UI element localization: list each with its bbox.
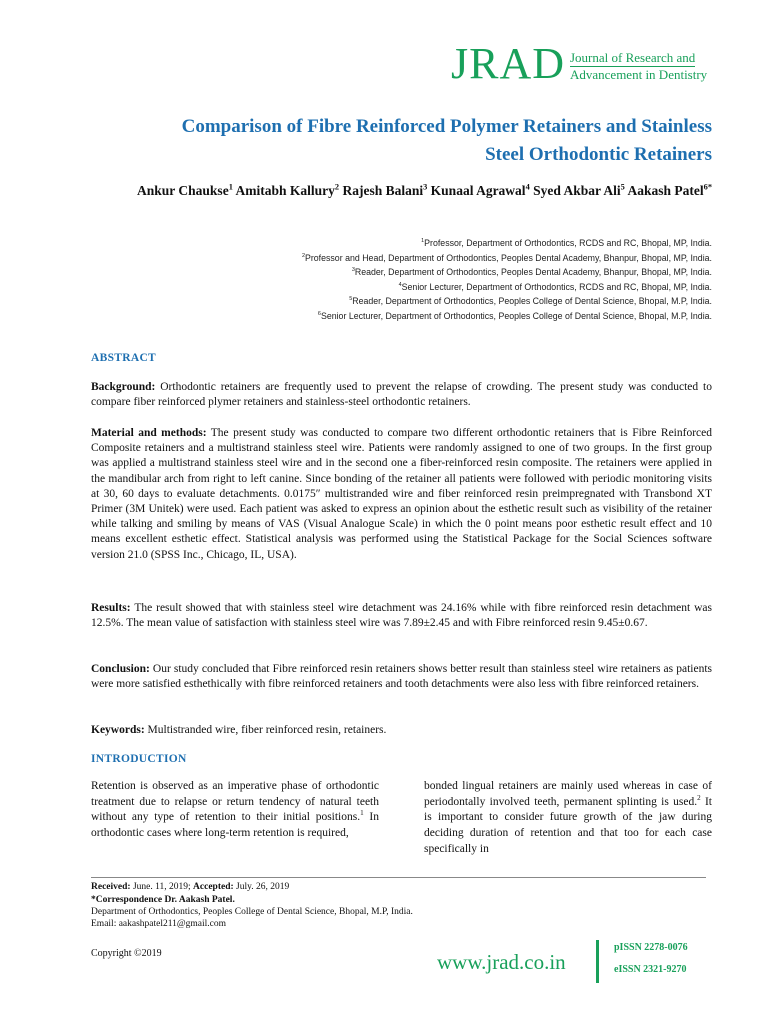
intro-col1-text-b: In orthodontic cases where long-term retention is required, [91, 811, 379, 840]
author-list [80, 181, 712, 201]
correspondence-line: *Correspondence Dr. Aakash Patel. [91, 895, 235, 905]
accepted-date: July. 26, 2019 [233, 882, 290, 892]
intro-col1-text-a: Retention is observed as an imperative phase of orthodontic treatment due to relapse or return tendency of natural teeth without any type of retention to their initial positions. [91, 780, 379, 824]
methods-text: The present study was conducted to compare two different orthodontic retainers that is Fibre Reinforced Composite retainers and a multistrand stainless steel wire. Patients were randomly assigned to one of two groups. In the first group was applied a multistrand stainless steel wire and in the second one a fiber-reinforced resin composite. The retainers were applied in the mandibular arch from right to left canine. Since bonding of the retainer all patients were followed with periodic monitoring visits at 30, 60 days to evaluate detachments. 0.0175″ multistranded wire and fiber reinforced resin preimpregnated with Transbond XT Primer (3M Unitek) were used. Each patient was asked to express an opinion about the esthetic result such as visibility of the retainer while talking and smiling by means of VAS (Visual Analogue Scale) in which the 0 point means poor esthetic result effect and 10 means excellent esthetic effect. Statistical analysis was performed using the Statistical Package for the Social Sciences software version 21.0 (SPSS Inc., Chicago, IL, USA). [91, 427, 712, 561]
citation-sup: 2 [697, 793, 701, 802]
pissn-label: pISSN 2278-0076 [614, 942, 688, 953]
affiliation-text: Professor and Head, Department of Orthodontics, Peoples Dental Academy, Bhanpur, Bhopal, MP, India. [304, 252, 712, 263]
affiliation-item [80, 309, 712, 324]
keywords-label: Keywords: [91, 724, 145, 736]
conclusion-label: Conclusion: [91, 663, 150, 675]
affiliation-text: Senior Lecturer, Department of Orthodontics, Peoples College of Dental Science, Bhopal, M.P, India. [320, 310, 712, 321]
received-date: June. 11, 2019; [130, 882, 194, 892]
affiliation-item [80, 280, 712, 295]
journal-logo: JRAD [451, 39, 566, 88]
author-name: Kunaal Agrawal [430, 183, 526, 198]
affiliation-text: Reader, Department of Orthodontics, Peoples College of Dental Science, Bhopal, M.P, India. [352, 296, 712, 307]
conclusion-text: Our study concluded that Fibre reinforced resin retainers shows better result than stainless steel wire retainers as patients were more satisfied esthethically with fibre reinforced retainers and tooth detachments were also less with fibre reinforced retainers. [91, 663, 712, 691]
abstract-results [91, 601, 712, 631]
affiliation-text: Reader, Department of Orthodontics, Peoples Dental Academy, Bhanpur, Bhopal, MP, India. [354, 267, 712, 278]
affiliation-item [80, 236, 712, 251]
correspondence-department: Department of Orthodontics, Peoples College of Dental Science, Bhopal, M.P, India. [91, 907, 413, 917]
received-label: Received: [91, 882, 131, 892]
abstract-heading: ABSTRACT [91, 352, 157, 364]
footnote-divider [91, 877, 706, 878]
introduction-heading: INTRODUCTION [91, 753, 187, 765]
affiliation-sup: 2 [301, 252, 305, 259]
copyright-notice: Copyright ©2019 [91, 948, 162, 959]
affiliation-text: Senior Lecturer, Department of Orthodontics, RCDS and RC, Bhopal, MP, India. [401, 281, 712, 292]
affiliation-sup: 5 [349, 296, 353, 303]
article-title [80, 113, 712, 168]
intro-column-right [424, 779, 712, 858]
author-sup: 5 [620, 182, 625, 192]
author-name: Amitabh Kallury [235, 183, 335, 198]
affiliation-list [80, 236, 712, 324]
background-text: Orthodontic retainers are frequently used to prevent the relapse of crowding. The present study was conducted to compare fiber reinforced plymer retainers and stainless-steel orthodontic retainers. [91, 381, 712, 409]
author-name: Rajesh Balani [342, 183, 424, 198]
affiliation-item [80, 265, 712, 280]
journal-name-line2: Advancement in Dentistry [570, 67, 708, 83]
title-line-2: Steel Orthodontic Retainers [485, 143, 712, 165]
results-label: Results: [91, 602, 131, 614]
received-accepted-line [91, 881, 289, 893]
journal-name-line1: Journal of Research and [570, 50, 695, 67]
author-sup: 1 [228, 182, 233, 192]
author-sup: 4 [525, 182, 530, 192]
affiliation-sup: 1 [421, 238, 425, 245]
footer-divider-bar [596, 940, 599, 983]
methods-label: Material and methods: [91, 427, 207, 439]
abstract-background [91, 380, 712, 410]
affiliation-item [80, 251, 712, 266]
eissn-label: eISSN 2321-9270 [614, 964, 687, 975]
journal-name [570, 50, 707, 84]
journal-website-link[interactable]: www.jrad.co.in [437, 950, 566, 974]
author-sup: 3 [423, 182, 428, 192]
title-line-1: Comparison of Fibre Reinforced Polymer Retainers and Stainless [181, 116, 712, 137]
author-name: Syed Akbar Ali [533, 183, 621, 198]
author-name: Ankur Chaukse [137, 183, 229, 198]
affiliation-sup: 4 [398, 281, 402, 288]
affiliation-item [80, 294, 712, 309]
affiliation-sup: 6 [317, 311, 321, 318]
accepted-label: Accepted: [193, 882, 234, 892]
abstract-methods [91, 426, 712, 563]
author-sup: 6* [703, 182, 712, 192]
citation-sup: 1 [360, 809, 364, 818]
keywords-text: Multistranded wire, fiber reinforced resin, retainers. [144, 724, 387, 736]
abstract-conclusion [91, 662, 712, 692]
results-text: The result showed that with stainless steel wire detachment was 24.16% while with fibre reinforced resin detachment was 12.5%. The mean value of satisfaction with stainless steel wire was 7.89±2.45 and with Fibre reinforced resin 9.45±0.67. [91, 602, 712, 630]
author-sup: 2 [334, 182, 340, 192]
intro-col2-text-b: It is important to consider future growth of the jaw during deciding duration of retention and that too for each case specifically in [424, 795, 712, 855]
correspondence-email[interactable]: Email: aakashpatel211@gmail.com [91, 919, 227, 929]
affiliation-sup: 3 [351, 267, 355, 274]
author-name: Aakash Patel [627, 183, 704, 198]
abstract-keywords [91, 723, 712, 738]
affiliation-text: Professor, Department of Orthodontics, RCDS and RC, Bhopal, MP, India. [424, 238, 712, 248]
background-label: Background: [91, 381, 156, 393]
intro-col2-text-a: bonded lingual retainers are mainly used whereas in case of periodontally involved teeth, permanent splinting is used. [424, 780, 712, 808]
intro-column-left [91, 779, 379, 842]
